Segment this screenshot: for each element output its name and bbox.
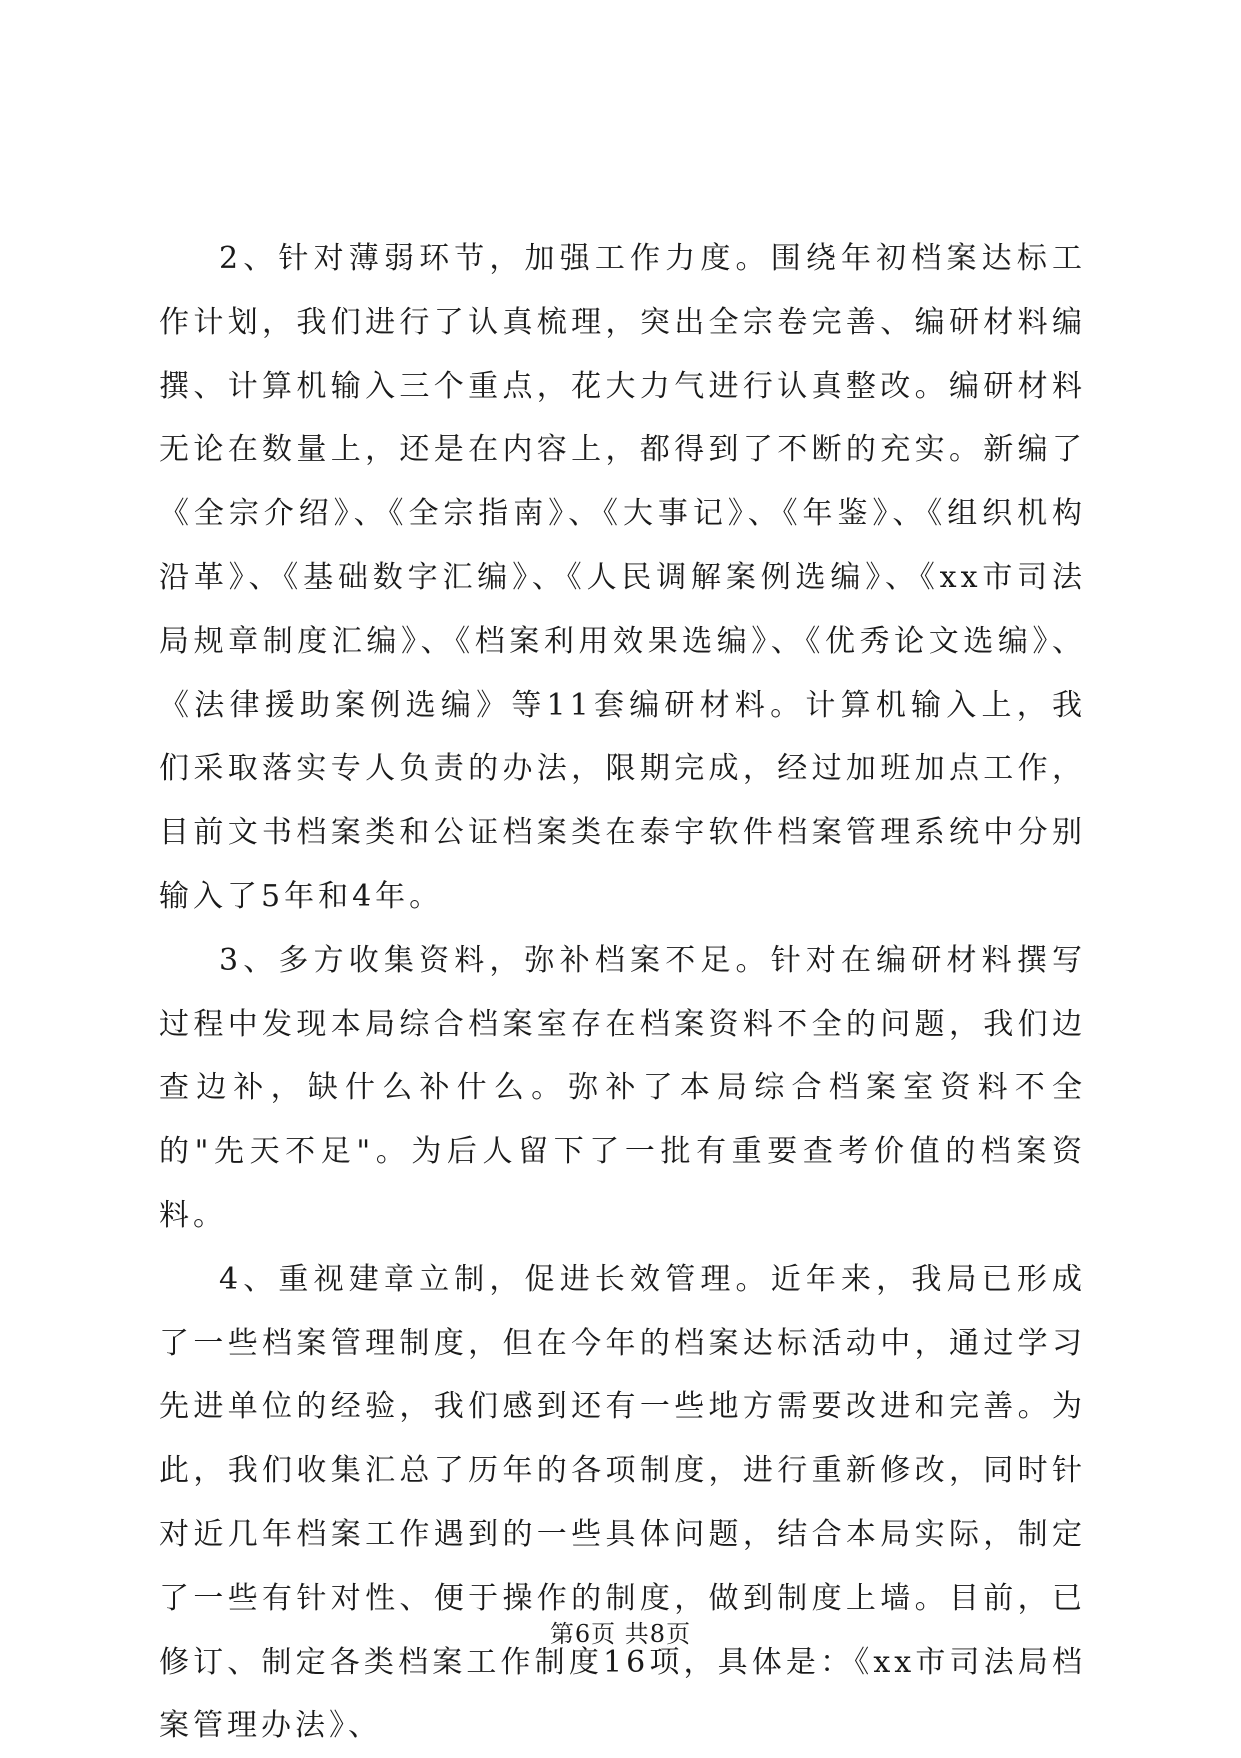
paragraph-item-2: 2、针对薄弱环节，加强工作力度。围绕年初档案达标工作计划，我们进行了认真梳理，突出全宗卷完善、编研材料编撰、计算机输入三个重点，花大力气进行认真整改。编研材料无论在数量上，还是在内容上，都得到了不断的充实。新编了《全宗介绍》、《全宗指南》、《大事记》、《年鉴》、《组织机构沿革》、《基础数字汇编》、《人民调解案例选编》、《xx市司法局规章制度汇编》、《档案利用效果选编》、《优秀论文选编》、《法律援助案例选编》等11套编研材料。计算机输入上，我们采取落实专人负责的办法，限期完成，经过加班加点工作，目前文书档案类和公证档案类在泰宇软件档案管理系统中分别输入了5年和4年。 — [159, 241, 1086, 914]
document-body — [159, 227, 1086, 1758]
page-number-footer: 第6页 共8页 — [549, 1620, 692, 1648]
paragraph-item-3: 3、多方收集资料，弥补档案不足。针对在编研材料撰写过程中发现本局综合档案室存在档案资料不全的问题，我们边查边补，缺什么补什么。弥补了本局综合档案室资料不全的"先天不足"。为后人留下了一批有重要查考价值的档案资料。 — [159, 942, 1086, 1233]
paragraph-item-4: 4、重视建章立制，促进长效管理。近年来，我局已形成了一些档案管理制度，但在今年的档案达标活动中，通过学习先进单位的经验，我们感到还有一些地方需要改进和完善。为此，我们收集汇总了历年的各项制度，进行重新修改，同时针对近几年档案工作遇到的一些具体问题，结合本局实际，制定了一些有针对性、便于操作的制度，做到制度上墙。目前，已修订、制定各类档案工作制度16项，具体是：《xx市司法局档案管理办法》、 — [159, 1261, 1086, 1744]
